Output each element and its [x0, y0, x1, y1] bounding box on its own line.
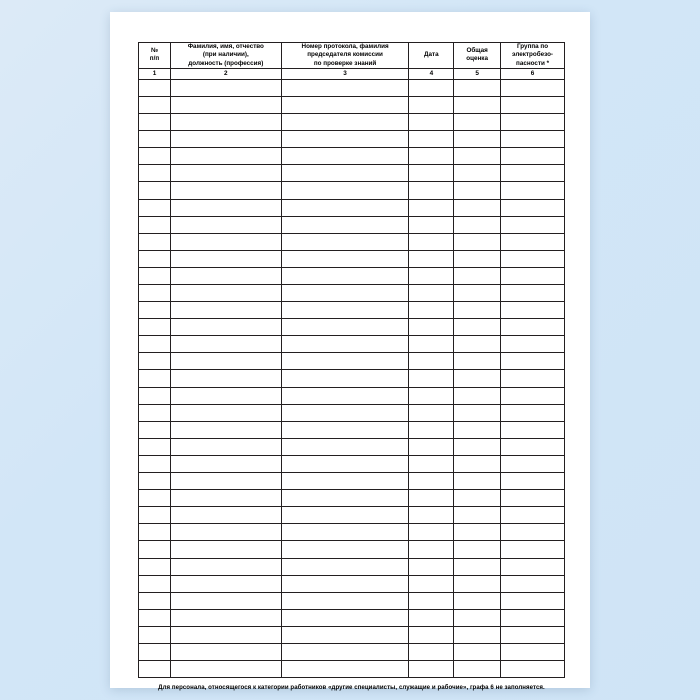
table-cell[interactable]: [409, 96, 454, 113]
table-cell[interactable]: [501, 575, 565, 592]
table-cell[interactable]: [501, 250, 565, 267]
table-cell[interactable]: [501, 490, 565, 507]
knowledge-check-register-table: [138, 42, 565, 678]
table-row[interactable]: [139, 421, 565, 438]
table-cell[interactable]: [454, 404, 501, 421]
table-row[interactable]: [139, 473, 565, 490]
table-cell[interactable]: [501, 96, 565, 113]
table-cell[interactable]: [281, 387, 409, 404]
table-cell[interactable]: [139, 336, 171, 353]
table-cell[interactable]: [139, 165, 171, 182]
table-cell[interactable]: [139, 96, 171, 113]
table-cell[interactable]: [454, 421, 501, 438]
table-row[interactable]: [139, 490, 565, 507]
table-cell[interactable]: [501, 131, 565, 148]
table-cell[interactable]: [454, 148, 501, 165]
table-cell[interactable]: [501, 661, 565, 678]
table-cell[interactable]: [139, 250, 171, 267]
table-cell[interactable]: [454, 285, 501, 302]
table-cell[interactable]: [409, 387, 454, 404]
table-cell[interactable]: [139, 131, 171, 148]
table-cell[interactable]: [501, 114, 565, 131]
table-cell[interactable]: [281, 558, 409, 575]
table-cell[interactable]: [281, 250, 409, 267]
column-number-row: [139, 68, 565, 79]
table-header: [139, 43, 565, 80]
table-row[interactable]: [139, 114, 565, 131]
table-row[interactable]: [139, 233, 565, 250]
table-cell[interactable]: [409, 114, 454, 131]
table-cell[interactable]: [281, 592, 409, 609]
table-cell[interactable]: [139, 592, 171, 609]
table-cell[interactable]: [139, 114, 171, 131]
table-cell[interactable]: [170, 370, 281, 387]
table-cell[interactable]: [281, 661, 409, 678]
table-cell[interactable]: [501, 455, 565, 472]
table-cell[interactable]: [501, 626, 565, 643]
table-cell[interactable]: [170, 267, 281, 284]
table-cell[interactable]: [409, 199, 454, 216]
table-row[interactable]: [139, 285, 565, 302]
table-cell[interactable]: [501, 165, 565, 182]
table-cell[interactable]: [409, 336, 454, 353]
table-row[interactable]: [139, 609, 565, 626]
table-cell[interactable]: [409, 267, 454, 284]
table-cell[interactable]: [454, 626, 501, 643]
table-row[interactable]: [139, 216, 565, 233]
table-cell[interactable]: [281, 524, 409, 541]
table-cell[interactable]: [281, 182, 409, 199]
table-row[interactable]: [139, 199, 565, 216]
table-cell[interactable]: [454, 131, 501, 148]
table-cell[interactable]: [409, 165, 454, 182]
column-number-5: 5: [454, 68, 501, 79]
table-row[interactable]: [139, 370, 565, 387]
table-cell[interactable]: [501, 353, 565, 370]
table-cell[interactable]: [170, 285, 281, 302]
table-row[interactable]: [139, 165, 565, 182]
table-cell[interactable]: [409, 438, 454, 455]
table-cell[interactable]: [281, 575, 409, 592]
table-cell[interactable]: [454, 79, 501, 96]
table-cell[interactable]: [281, 421, 409, 438]
table-cell[interactable]: [409, 609, 454, 626]
table-cell[interactable]: [170, 165, 281, 182]
table-cell[interactable]: [139, 199, 171, 216]
table-cell[interactable]: [501, 421, 565, 438]
table-cell[interactable]: [139, 455, 171, 472]
table-cell[interactable]: [454, 233, 501, 250]
table-cell[interactable]: [501, 438, 565, 455]
table-cell[interactable]: [409, 319, 454, 336]
table-row[interactable]: [139, 79, 565, 96]
table-cell[interactable]: [501, 541, 565, 558]
table-cell[interactable]: [281, 131, 409, 148]
table-cell[interactable]: [409, 233, 454, 250]
table-cell[interactable]: [454, 609, 501, 626]
table-cell[interactable]: [409, 626, 454, 643]
table-cell[interactable]: [170, 455, 281, 472]
table-cell[interactable]: [170, 524, 281, 541]
table-cell[interactable]: [139, 421, 171, 438]
table-cell[interactable]: [170, 592, 281, 609]
table-cell[interactable]: [454, 319, 501, 336]
table-cell[interactable]: [281, 216, 409, 233]
table-row[interactable]: [139, 661, 565, 678]
table-cell[interactable]: [281, 370, 409, 387]
table-cell[interactable]: [170, 336, 281, 353]
table-cell[interactable]: [454, 250, 501, 267]
table-cell[interactable]: [501, 182, 565, 199]
table-row[interactable]: [139, 250, 565, 267]
table-cell[interactable]: [501, 473, 565, 490]
table-cell[interactable]: [454, 96, 501, 113]
table-cell[interactable]: [170, 302, 281, 319]
table-cell[interactable]: [139, 302, 171, 319]
table-cell[interactable]: [409, 421, 454, 438]
table-cell[interactable]: [170, 438, 281, 455]
table-cell[interactable]: [139, 558, 171, 575]
column-number-3: 3: [281, 68, 409, 79]
table-cell[interactable]: [170, 233, 281, 250]
table-cell[interactable]: [501, 267, 565, 284]
table-cell[interactable]: [409, 643, 454, 660]
table-cell[interactable]: [281, 79, 409, 96]
table-cell[interactable]: [170, 199, 281, 216]
table-cell[interactable]: [139, 404, 171, 421]
table-cell[interactable]: [501, 148, 565, 165]
table-cell[interactable]: [501, 302, 565, 319]
table-cell[interactable]: [409, 131, 454, 148]
column-header-date: Дата: [409, 43, 454, 69]
table-cell[interactable]: [409, 541, 454, 558]
table-cell[interactable]: [454, 199, 501, 216]
table-cell[interactable]: [170, 216, 281, 233]
table-cell[interactable]: [454, 216, 501, 233]
table-cell[interactable]: [409, 575, 454, 592]
table-row[interactable]: [139, 148, 565, 165]
table-cell[interactable]: [170, 575, 281, 592]
table-cell[interactable]: [170, 387, 281, 404]
table-cell[interactable]: [454, 490, 501, 507]
table-cell[interactable]: [454, 387, 501, 404]
table-row[interactable]: [139, 319, 565, 336]
table-cell[interactable]: [409, 404, 454, 421]
table-cell[interactable]: [139, 524, 171, 541]
table-cell[interactable]: [454, 558, 501, 575]
table-cell[interactable]: [501, 370, 565, 387]
column-number-6: 6: [501, 68, 565, 79]
table-cell[interactable]: [139, 609, 171, 626]
table-cell[interactable]: [501, 233, 565, 250]
document-content: [138, 42, 565, 692]
table-row[interactable]: [139, 267, 565, 284]
table-cell[interactable]: [281, 285, 409, 302]
table-cell[interactable]: [139, 353, 171, 370]
table-row[interactable]: [139, 626, 565, 643]
table-cell[interactable]: [139, 575, 171, 592]
table-cell[interactable]: [409, 250, 454, 267]
table-cell[interactable]: [409, 148, 454, 165]
table-cell[interactable]: [454, 114, 501, 131]
table-cell[interactable]: [409, 661, 454, 678]
table-cell[interactable]: [501, 643, 565, 660]
table-cell[interactable]: [281, 199, 409, 216]
table-cell[interactable]: [501, 558, 565, 575]
table-cell[interactable]: [454, 524, 501, 541]
table-cell[interactable]: [170, 490, 281, 507]
table-cell[interactable]: [170, 541, 281, 558]
table-row[interactable]: [139, 302, 565, 319]
table-cell[interactable]: [170, 353, 281, 370]
table-cell[interactable]: [170, 661, 281, 678]
table-cell[interactable]: [501, 387, 565, 404]
column-header-protocol: Номер протокола, фамилия председателя комиссии по проверке знаний: [281, 43, 409, 69]
table-cell[interactable]: [501, 216, 565, 233]
table-cell[interactable]: [281, 643, 409, 660]
table-cell[interactable]: [139, 319, 171, 336]
table-cell[interactable]: [501, 79, 565, 96]
table-cell[interactable]: [281, 233, 409, 250]
column-header-grade: Общая оценка: [454, 43, 501, 69]
table-cell[interactable]: [501, 336, 565, 353]
table-row[interactable]: [139, 592, 565, 609]
table-footnote: Для персонала, относящегося к категории работников «другие специалисты, служащие и рабочие», графа 6 не заполняется.: [158, 684, 545, 692]
table-cell[interactable]: [139, 285, 171, 302]
table-cell[interactable]: [281, 114, 409, 131]
table-cell[interactable]: [139, 507, 171, 524]
table-cell[interactable]: [170, 79, 281, 96]
table-cell[interactable]: [170, 96, 281, 113]
table-cell[interactable]: [139, 148, 171, 165]
table-cell[interactable]: [281, 626, 409, 643]
table-cell[interactable]: [454, 643, 501, 660]
table-cell[interactable]: [454, 302, 501, 319]
table-cell[interactable]: [139, 79, 171, 96]
table-cell[interactable]: [139, 233, 171, 250]
table-cell[interactable]: [281, 541, 409, 558]
table-cell[interactable]: [501, 507, 565, 524]
table-cell[interactable]: [454, 473, 501, 490]
table-row[interactable]: [139, 182, 565, 199]
table-row[interactable]: [139, 455, 565, 472]
table-row[interactable]: [139, 131, 565, 148]
table-row[interactable]: [139, 541, 565, 558]
table-cell[interactable]: [454, 165, 501, 182]
table-cell[interactable]: [170, 182, 281, 199]
table-row[interactable]: [139, 353, 565, 370]
column-number-2: 2: [170, 68, 281, 79]
table-cell[interactable]: [281, 473, 409, 490]
table-cell[interactable]: [501, 609, 565, 626]
table-cell[interactable]: [281, 490, 409, 507]
table-cell[interactable]: [281, 609, 409, 626]
table-cell[interactable]: [454, 455, 501, 472]
table-cell[interactable]: [281, 455, 409, 472]
table-cell[interactable]: [409, 507, 454, 524]
table-cell[interactable]: [170, 319, 281, 336]
table-cell[interactable]: [170, 404, 281, 421]
column-header-fullname: Фамилия, имя, отчество (при наличии), должность (профессия): [170, 43, 281, 69]
column-header-safety-group: Группа по электробезо- пасности *: [501, 43, 565, 69]
table-cell[interactable]: [170, 626, 281, 643]
table-cell[interactable]: [139, 541, 171, 558]
table-cell[interactable]: [501, 199, 565, 216]
table-cell[interactable]: [170, 473, 281, 490]
table-cell[interactable]: [281, 507, 409, 524]
document-sheet: [110, 12, 590, 692]
table-cell[interactable]: [409, 353, 454, 370]
table-cell[interactable]: [281, 267, 409, 284]
column-number-4: 4: [409, 68, 454, 79]
table-cell[interactable]: [409, 490, 454, 507]
table-cell[interactable]: [139, 643, 171, 660]
table-cell[interactable]: [170, 250, 281, 267]
table-cell[interactable]: [139, 182, 171, 199]
table-cell[interactable]: [139, 490, 171, 507]
table-row[interactable]: [139, 524, 565, 541]
table-cell[interactable]: [170, 131, 281, 148]
table-body: [139, 79, 565, 677]
table-cell[interactable]: [454, 267, 501, 284]
table-cell[interactable]: [409, 216, 454, 233]
table-row[interactable]: [139, 96, 565, 113]
table-row[interactable]: [139, 387, 565, 404]
table-cell[interactable]: [281, 438, 409, 455]
table-cell[interactable]: [501, 524, 565, 541]
table-cell[interactable]: [409, 302, 454, 319]
table-cell[interactable]: [281, 302, 409, 319]
column-header-number: № п/п: [139, 43, 171, 69]
table-cell[interactable]: [170, 643, 281, 660]
table-cell[interactable]: [281, 319, 409, 336]
table-cell[interactable]: [281, 165, 409, 182]
table-cell[interactable]: [409, 79, 454, 96]
table-header-row: [139, 43, 565, 69]
table-cell[interactable]: [501, 404, 565, 421]
table-cell[interactable]: [170, 609, 281, 626]
table-cell[interactable]: [409, 370, 454, 387]
table-cell[interactable]: [454, 370, 501, 387]
table-cell[interactable]: [139, 370, 171, 387]
table-row[interactable]: [139, 558, 565, 575]
table-cell[interactable]: [454, 661, 501, 678]
table-cell[interactable]: [454, 336, 501, 353]
table-cell[interactable]: [409, 285, 454, 302]
table-cell[interactable]: [409, 558, 454, 575]
table-cell[interactable]: [170, 507, 281, 524]
table-cell[interactable]: [170, 558, 281, 575]
table-cell[interactable]: [139, 387, 171, 404]
table-cell[interactable]: [139, 661, 171, 678]
table-row[interactable]: [139, 507, 565, 524]
table-cell[interactable]: [501, 319, 565, 336]
table-cell[interactable]: [409, 182, 454, 199]
table-cell[interactable]: [170, 114, 281, 131]
table-row[interactable]: [139, 643, 565, 660]
table-cell[interactable]: [409, 592, 454, 609]
table-cell[interactable]: [281, 404, 409, 421]
table-cell[interactable]: [454, 182, 501, 199]
table-cell[interactable]: [139, 438, 171, 455]
table-cell[interactable]: [501, 285, 565, 302]
table-cell[interactable]: [139, 216, 171, 233]
table-row[interactable]: [139, 438, 565, 455]
table-cell[interactable]: [454, 507, 501, 524]
table-cell[interactable]: [409, 455, 454, 472]
table-cell[interactable]: [139, 626, 171, 643]
table-cell[interactable]: [454, 438, 501, 455]
table-cell[interactable]: [281, 336, 409, 353]
table-cell[interactable]: [409, 524, 454, 541]
table-cell[interactable]: [281, 353, 409, 370]
table-row[interactable]: [139, 336, 565, 353]
table-cell[interactable]: [454, 353, 501, 370]
table-cell[interactable]: [139, 267, 171, 284]
table-cell[interactable]: [281, 96, 409, 113]
table-cell[interactable]: [501, 592, 565, 609]
table-row[interactable]: [139, 404, 565, 421]
table-cell[interactable]: [454, 541, 501, 558]
table-cell[interactable]: [454, 575, 501, 592]
table-row[interactable]: [139, 575, 565, 592]
table-cell[interactable]: [139, 473, 171, 490]
table-cell[interactable]: [170, 421, 281, 438]
table-cell[interactable]: [170, 148, 281, 165]
table-cell[interactable]: [454, 592, 501, 609]
table-cell[interactable]: [409, 473, 454, 490]
column-number-1: 1: [139, 68, 171, 79]
table-cell[interactable]: [281, 148, 409, 165]
